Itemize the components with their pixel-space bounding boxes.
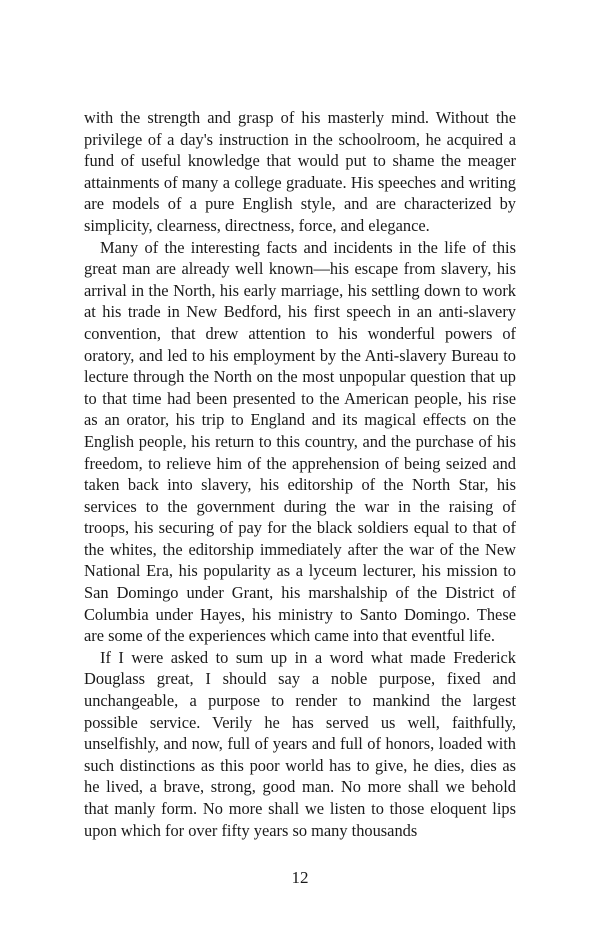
paragraph-1: with the strength and grasp of his masterly mind. Without the privilege of a day's instruction in the schoolroom, he acquired a fund of useful knowledge that would put to shame the meager attainments of many a college graduate. His speeches and writing are models of a pure English style, and are characterized by simplicity, clearness, directness, force, and elegance.: [84, 108, 516, 235]
body-text: [84, 107, 516, 841]
paragraph-3: If I were asked to sum up in a word what made Frederick Douglass great, I should say a noble purpose, fixed and unchangeable, a purpose to render to mankind the largest possible service. Verily he has served us well, faithfully, unselfishly, and now, full of years and full of honors, loaded with such distinctions as this poor world has to give, he dies, dies as he lived, a brave, strong, good man. No more shall we behold that manly form. No more shall we listen to those eloquent lips upon which for over fifty years so many thousands: [84, 647, 516, 840]
page-number: 12: [291, 868, 309, 887]
paragraph-2: Many of the interesting facts and incidents in the life of this great man are already well known—his escape from slavery, his arrival in the North, his early marriage, his settling down to work at his trade in New Bedford, his first speech in an anti-slavery convention, that drew attention to his wonderful powers of oratory, and led to his employment by the Anti-slavery Bureau to lecture through the North on the most unpopular question that up to that time had been presented to the American people, his rise as an orator, his trip to England and its magical effects on the English people, his return to this country, and the purchase of his freedom, to relieve him of the apprehension of being seized and taken back into slavery, his editorship of the North Star, his services to the government during the war in the raising of troops, his securing of pay for the black soldiers equal to that of the whites, the editorship immediately after the war of the New National Era, his popularity as a lyceum lecturer, his mission to San Domingo under Grant, his marshalship of the District of Columbia under Hayes, his ministry to Santo Domingo. These are some of the experiences which came into that eventful life.: [84, 237, 516, 646]
